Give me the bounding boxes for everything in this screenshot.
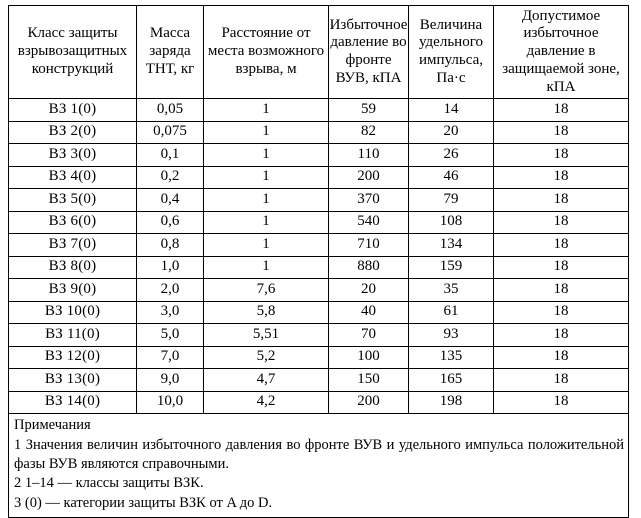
cell-tnt-mass: 0,6 — [137, 211, 204, 234]
note-item-3: 3 (0) — категории защиты ВЗК от A до D. — [14, 494, 273, 511]
column-header-distance: Расстояние от места возможного взрыва, м — [204, 6, 329, 99]
column-header-allowable-overpressure: Допустимое избыточное давление в защищаемой зоне, кПА — [494, 6, 629, 99]
cell-overpressure: 59 — [329, 99, 409, 122]
cell-distance: 1 — [204, 166, 329, 189]
cell-specific-impulse: 93 — [409, 324, 494, 347]
cell-overpressure: 540 — [329, 211, 409, 234]
cell-distance: 5,51 — [204, 324, 329, 347]
cell-overpressure: 40 — [329, 301, 409, 324]
cell-protection-class: ВЗ 1(0) — [9, 99, 137, 122]
cell-tnt-mass: 0,05 — [137, 99, 204, 122]
cell-allowable-overpressure: 18 — [494, 121, 629, 144]
cell-specific-impulse: 134 — [409, 234, 494, 257]
cell-allowable-overpressure: 18 — [494, 144, 629, 167]
table-body — [9, 99, 629, 414]
cell-tnt-mass: 2,0 — [137, 279, 204, 302]
cell-allowable-overpressure: 18 — [494, 189, 629, 212]
cell-allowable-overpressure: 18 — [494, 346, 629, 369]
cell-protection-class: ВЗ 14(0) — [9, 391, 137, 414]
cell-specific-impulse: 79 — [409, 189, 494, 212]
cell-distance: 1 — [204, 256, 329, 279]
cell-protection-class: ВЗ 10(0) — [9, 301, 137, 324]
cell-distance: 1 — [204, 99, 329, 122]
cell-specific-impulse: 26 — [409, 144, 494, 167]
cell-overpressure: 100 — [329, 346, 409, 369]
cell-distance: 5,8 — [204, 301, 329, 324]
cell-protection-class: ВЗ 7(0) — [9, 234, 137, 257]
cell-tnt-mass: 3,0 — [137, 301, 204, 324]
cell-distance: 4,2 — [204, 391, 329, 414]
cell-specific-impulse: 159 — [409, 256, 494, 279]
table-row — [9, 166, 629, 189]
cell-allowable-overpressure: 18 — [494, 256, 629, 279]
table-row — [9, 279, 629, 302]
cell-allowable-overpressure: 18 — [494, 166, 629, 189]
cell-overpressure: 200 — [329, 166, 409, 189]
cell-specific-impulse: 20 — [409, 121, 494, 144]
notes-row — [9, 414, 629, 518]
cell-protection-class: ВЗ 3(0) — [9, 144, 137, 167]
cell-specific-impulse: 14 — [409, 99, 494, 122]
cell-tnt-mass: 1,0 — [137, 256, 204, 279]
cell-overpressure: 150 — [329, 369, 409, 392]
notes-title: Примечания — [14, 417, 91, 433]
cell-distance: 1 — [204, 211, 329, 234]
table-row — [9, 211, 629, 234]
column-header-specific-impulse: Величина удельного импульса, Па·с — [409, 6, 494, 99]
cell-tnt-mass: 0,4 — [137, 189, 204, 212]
cell-tnt-mass: 0,1 — [137, 144, 204, 167]
cell-tnt-mass: 7,0 — [137, 346, 204, 369]
cell-protection-class: ВЗ 9(0) — [9, 279, 137, 302]
cell-tnt-mass: 0,2 — [137, 166, 204, 189]
table-row — [9, 256, 629, 279]
note-item-1: 1 Значения величин избыточного давления во фронте ВУВ и удельного импульса положительной фазы ВУВ являются справочными. — [14, 437, 624, 473]
cell-overpressure: 20 — [329, 279, 409, 302]
table-row — [9, 346, 629, 369]
cell-distance: 1 — [204, 144, 329, 167]
cell-allowable-overpressure: 18 — [494, 211, 629, 234]
table-row — [9, 189, 629, 212]
cell-specific-impulse: 198 — [409, 391, 494, 414]
table-row — [9, 234, 629, 257]
cell-overpressure: 110 — [329, 144, 409, 167]
cell-protection-class: ВЗ 8(0) — [9, 256, 137, 279]
table-row — [9, 144, 629, 167]
table-row — [9, 369, 629, 392]
cell-overpressure: 710 — [329, 234, 409, 257]
cell-specific-impulse: 165 — [409, 369, 494, 392]
cell-specific-impulse: 35 — [409, 279, 494, 302]
cell-protection-class: ВЗ 6(0) — [9, 211, 137, 234]
table-sheet — [8, 5, 628, 518]
cell-distance: 4,7 — [204, 369, 329, 392]
column-header-tnt-mass: Масса заряда ТНТ, кг — [137, 6, 204, 99]
cell-protection-class: ВЗ 2(0) — [9, 121, 137, 144]
table-row — [9, 391, 629, 414]
cell-overpressure: 200 — [329, 391, 409, 414]
cell-overpressure: 70 — [329, 324, 409, 347]
cell-tnt-mass: 9,0 — [137, 369, 204, 392]
cell-protection-class: ВЗ 11(0) — [9, 324, 137, 347]
column-header-overpressure: Избыточное давление во фронте ВУВ, кПА — [329, 6, 409, 99]
cell-allowable-overpressure: 18 — [494, 369, 629, 392]
notes-cell — [9, 414, 629, 518]
cell-protection-class: ВЗ 4(0) — [9, 166, 137, 189]
cell-specific-impulse: 135 — [409, 346, 494, 369]
cell-allowable-overpressure: 18 — [494, 279, 629, 302]
table-row — [9, 99, 629, 122]
cell-tnt-mass: 10,0 — [137, 391, 204, 414]
cell-protection-class: ВЗ 12(0) — [9, 346, 137, 369]
cell-distance: 7,6 — [204, 279, 329, 302]
table-row — [9, 121, 629, 144]
cell-specific-impulse: 46 — [409, 166, 494, 189]
cell-allowable-overpressure: 18 — [494, 234, 629, 257]
cell-allowable-overpressure: 18 — [494, 301, 629, 324]
cell-specific-impulse: 108 — [409, 211, 494, 234]
explosion-protection-table — [8, 5, 629, 518]
cell-protection-class: ВЗ 5(0) — [9, 189, 137, 212]
column-header-protection-class: Класс защиты взрывозащитных конструкций — [9, 6, 137, 99]
header-row — [9, 6, 629, 99]
cell-distance: 1 — [204, 121, 329, 144]
cell-tnt-mass: 0,8 — [137, 234, 204, 257]
table-row — [9, 324, 629, 347]
cell-tnt-mass: 0,075 — [137, 121, 204, 144]
table-footer — [9, 414, 629, 518]
cell-distance: 1 — [204, 189, 329, 212]
cell-overpressure: 82 — [329, 121, 409, 144]
cell-overpressure: 880 — [329, 256, 409, 279]
cell-allowable-overpressure: 18 — [494, 324, 629, 347]
note-item-2: 2 1–14 — классы защиты ВЗК. — [14, 475, 204, 492]
cell-distance: 5,2 — [204, 346, 329, 369]
cell-specific-impulse: 61 — [409, 301, 494, 324]
cell-tnt-mass: 5,0 — [137, 324, 204, 347]
table-header — [9, 6, 629, 99]
cell-distance: 1 — [204, 234, 329, 257]
cell-allowable-overpressure: 18 — [494, 99, 629, 122]
cell-allowable-overpressure: 18 — [494, 391, 629, 414]
cell-protection-class: ВЗ 13(0) — [9, 369, 137, 392]
table-row — [9, 301, 629, 324]
cell-overpressure: 370 — [329, 189, 409, 212]
